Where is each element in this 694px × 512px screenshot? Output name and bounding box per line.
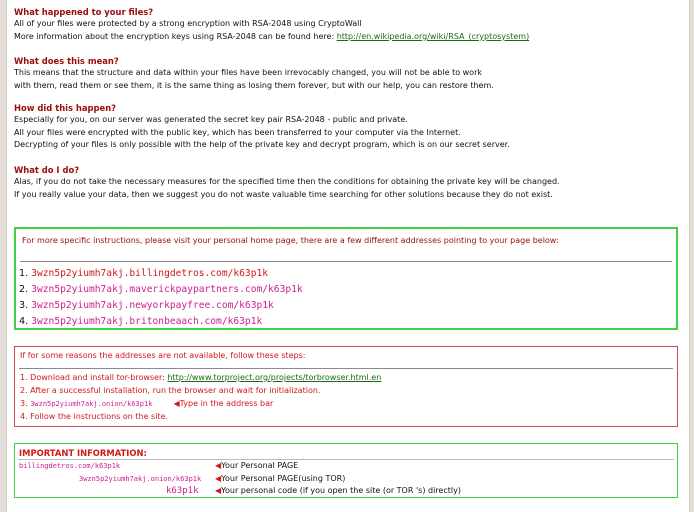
onion-address: 3wzn5p2yiumh7akj.onion/k63p1k bbox=[30, 400, 153, 408]
instructions-box bbox=[14, 227, 678, 330]
address-item-1 bbox=[19, 266, 303, 282]
heading-what-means: What does this mean? bbox=[14, 56, 119, 66]
wikipedia-rsa-link[interactable]: http://en.wikipedia.org/wiki/RSA_(cryptosystem) bbox=[336, 31, 530, 41]
tor-page-value: 3wzn5p2yiumh7akj.onion/k63p1k bbox=[79, 475, 202, 483]
text-line: Alas, if you do not take the necessary measures for the specified time then the conditions for obtaining the private key will be changed. bbox=[14, 177, 560, 186]
important-info-box bbox=[14, 443, 678, 498]
tor-page-label: Your Personal PAGE(using TOR) bbox=[221, 474, 346, 483]
tor-intro: If for some reasons the addresses are not available, follow these steps: bbox=[20, 351, 306, 360]
address-link-2[interactable]: 3wzn5p2yiumh7akj.maverickpaypartners.com/k63p1k bbox=[31, 284, 303, 295]
arrow-left-icon: ◀ bbox=[215, 486, 222, 495]
ransom-note-page bbox=[6, 0, 690, 512]
address-link-3[interactable]: 3wzn5p2yiumh7akj.newyorkpayfree.com/k63p1k bbox=[31, 300, 274, 311]
step-instruction: Type in the address bar bbox=[179, 399, 274, 408]
text-line: If you really value your data, then we suggest you do not waste valuable time searching for other solutions because they do not exist. bbox=[14, 189, 553, 199]
heading-what-happened: What happened to your files? bbox=[14, 7, 154, 17]
text-line: All your files were encrypted with the public key, which has been transferred to your computer via the Internet. bbox=[14, 127, 461, 137]
arrow-left-icon: ◀ bbox=[215, 461, 222, 470]
tor-instructions-box bbox=[14, 346, 678, 427]
divider bbox=[20, 261, 672, 262]
important-heading: IMPORTANT INFORMATION: bbox=[19, 448, 147, 458]
address-list bbox=[19, 266, 303, 330]
section-how-happened bbox=[14, 102, 682, 152]
tor-step-1 bbox=[20, 372, 381, 385]
address-number: 4. bbox=[19, 316, 29, 327]
arrow-left-icon: ◀ bbox=[215, 474, 222, 483]
address-number: 2. bbox=[19, 284, 29, 295]
section-what-means bbox=[14, 55, 682, 92]
address-number: 3. bbox=[19, 300, 29, 311]
text-line: Decrypting of your files is only possible with the help of the private key and decrypt program, which is on our secret server. bbox=[14, 140, 510, 150]
text-line-with-link bbox=[14, 31, 682, 44]
step-text: 1. Download and install tor-browser: bbox=[20, 373, 165, 382]
tor-step-4: 4. Follow the instructions on the site. bbox=[20, 412, 169, 421]
address-item-4 bbox=[19, 314, 303, 330]
instructions-intro: For more specific instructions, please visit your personal home page, there are a few different addresses pointing to your page below: bbox=[22, 236, 559, 245]
personal-page-value: billingdetros.com/k63p1k bbox=[19, 462, 121, 470]
divider bbox=[19, 368, 673, 369]
personal-code-value: k63p1k bbox=[166, 486, 199, 496]
text-line: All of your files were protected by a strong encryption with RSA-2048 using CryptoWall bbox=[14, 19, 362, 28]
address-link-1[interactable]: 3wzn5p2yiumh7akj.billingdetros.com/k63p1k bbox=[31, 268, 269, 279]
step-number: 3. bbox=[20, 399, 28, 408]
arrow-left-icon: ◀ bbox=[173, 399, 180, 408]
personal-page-row bbox=[215, 460, 298, 473]
text-line: with them, read them or see them, it is the same thing as losing them forever, but with our help, you can restore them. bbox=[14, 80, 494, 90]
address-item-2 bbox=[19, 282, 303, 298]
personal-code-label: Your personal code (if you open the site (or TOR 's) directly) bbox=[221, 486, 461, 495]
tor-step-3 bbox=[20, 398, 273, 411]
torproject-link[interactable]: http://www.torproject.org/projects/torbrowser.html.en bbox=[167, 373, 382, 382]
text-line: This means that the structure and data within your files have been irrevocably changed, you will not be able to work bbox=[14, 68, 482, 77]
heading-what-do: What do I do? bbox=[14, 165, 80, 175]
address-number: 1. bbox=[19, 268, 29, 279]
tor-page-row bbox=[215, 473, 345, 486]
text: More information about the encryption keys using RSA-2048 can be found here: bbox=[14, 31, 335, 41]
heading-how-happened: How did this happen? bbox=[14, 103, 117, 113]
address-item-3 bbox=[19, 298, 303, 314]
divider bbox=[18, 459, 674, 460]
personal-page-label: Your Personal PAGE bbox=[221, 461, 299, 470]
tor-step-2: 2. After a successful installation, run the browser and wait for initialization. bbox=[20, 386, 321, 395]
address-link-4[interactable]: 3wzn5p2yiumh7akj.britonbeaach.com/k63p1k bbox=[31, 316, 263, 327]
text-line: Especially for you, on our server was generated the secret key pair RSA-2048 - public and private. bbox=[14, 115, 408, 124]
section-what-do bbox=[14, 164, 682, 201]
personal-code-row bbox=[215, 485, 461, 498]
section-what-happened bbox=[14, 6, 682, 43]
